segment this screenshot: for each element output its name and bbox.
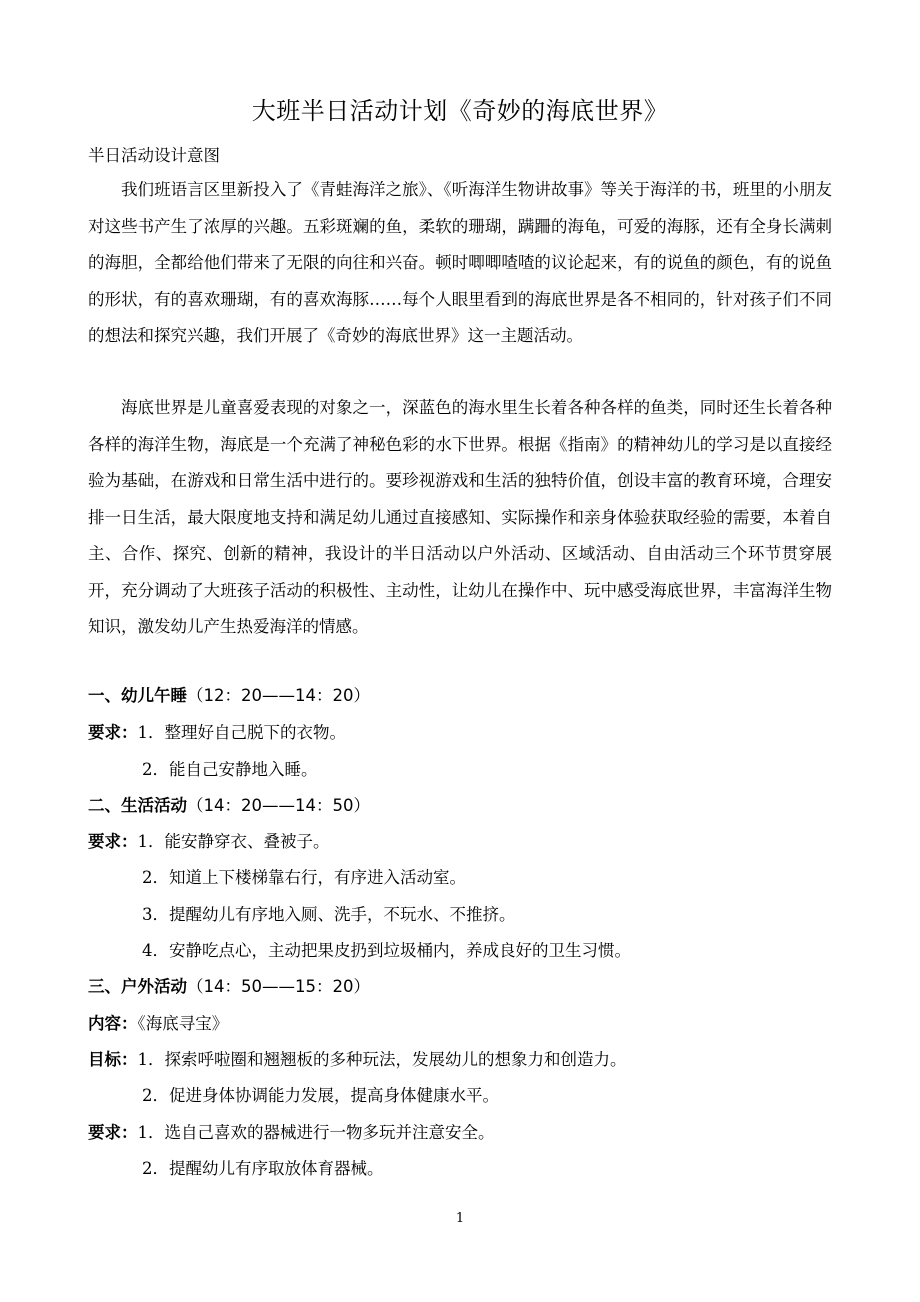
section-3-time: （14：50——15：20） [187,977,370,996]
section-3-requirement-2: 2．提醒幼儿有序取放体育器械。 [142,1159,384,1178]
document-title: 大班半日活动计划《奇妙的海底世界》 [251,97,669,125]
section-2-heading: 二、生活活动 [88,796,187,815]
section-3-requirement-1 [88,1121,495,1145]
requirement-text: 1．整理好自己脱下的衣物。 [137,723,346,742]
section-3-heading: 三、户外活动 [88,977,187,996]
section-3-goal-2: 2．促进身体协调能力发展，提高身体健康水平。 [142,1086,499,1105]
section-1-requirement-2: 2．能自己安静地入睡。 [142,760,318,779]
goal-text: 1．探索呼啦圈和翘翘板的多种玩法，发展幼儿的想象力和创造力。 [137,1050,627,1069]
section-1-requirement-1 [88,721,346,745]
section-2-requirement-1 [88,830,330,854]
section-1-time: （12：20——14：20） [187,686,370,705]
intro-paragraph-2: 海底世界是儿童喜爱表现的对象之一，深蓝色的海水里生长着各种各样的鱼类，同时还生长着各种各样的海洋生物，海底是一个充满了神秘色彩的水下世界。根据《指南》的精神幼儿的学习是以直接经验为基础，在游戏和日常生活中进行的。要珍视游戏和生活的独特价值，创设丰富的教育环境，合理安排一日生活，最大限度地支持和满足幼儿通过直接感知、实际操作和亲身体验获取经验的需要，本着自主、合作、探究、创新的精神，我设计的半日活动以户外活动、区域活动、自由活动三个环节贯穿展开，充分调动了大班孩子活动的积极性、主动性，让幼儿在操作中、玩中感受海底世界，丰富海洋生物知识，激发幼儿产生热爱海洋的情感。 [88,398,832,636]
intro-heading: 半日活动设计意图 [88,146,220,165]
intro-paragraph-1: 我们班语言区里新投入了《青蛙海洋之旅》、《听海洋生物讲故事》等关于海洋的书，班里的小朋友对这些书产生了浓厚的兴趣。五彩斑斓的鱼，柔软的珊瑚，蹒跚的海龟，可爱的海豚，还有全身长满刺的海胆，全都给他们带来了无限的向往和兴奋。顿时唧唧喳喳的议论起来，有的说鱼的颜色，有的说鱼的形状，有的喜欢珊瑚，有的喜欢海豚……每个人眼里看到的海底世界是各不相同的，针对孩子们不同的想法和探究兴趣，我们开展了《奇妙的海底世界》这一主题活动。 [88,180,832,345]
section-1-heading: 一、幼儿午睡 [88,686,187,705]
requirement-label: 要求： [88,723,138,742]
section-2-requirement-4: 4．安静吃点心，主动把果皮扔到垃圾桶内，养成良好的卫生习惯。 [142,941,631,960]
page-number: 1 [455,1211,465,1226]
requirement-text: 1．选自己喜欢的器械进行一物多玩并注意安全。 [137,1123,495,1142]
goal-label: 目标： [88,1050,138,1069]
section-2-requirement-2: 2．知道上下楼梯靠右行，有序进入活动室。 [142,868,466,887]
requirement-text: 1．能安静穿衣、叠被子。 [137,832,330,851]
requirement-label: 要求： [88,832,138,851]
section-3-goal-1 [88,1048,627,1072]
content-label: 内容： [88,1014,138,1033]
section-2-header [88,794,370,818]
section-2-time: （14：20——14：50） [187,796,370,815]
section-3-header [88,975,370,999]
section-1-header [88,684,370,708]
section-3-content [88,1012,228,1036]
section-2-requirement-3: 3．提醒幼儿有序地入厕、洗手，不玩水、不推挤。 [142,905,516,924]
content-text: 《海底寻宝》 [137,1014,229,1033]
requirement-label: 要求： [88,1123,138,1142]
